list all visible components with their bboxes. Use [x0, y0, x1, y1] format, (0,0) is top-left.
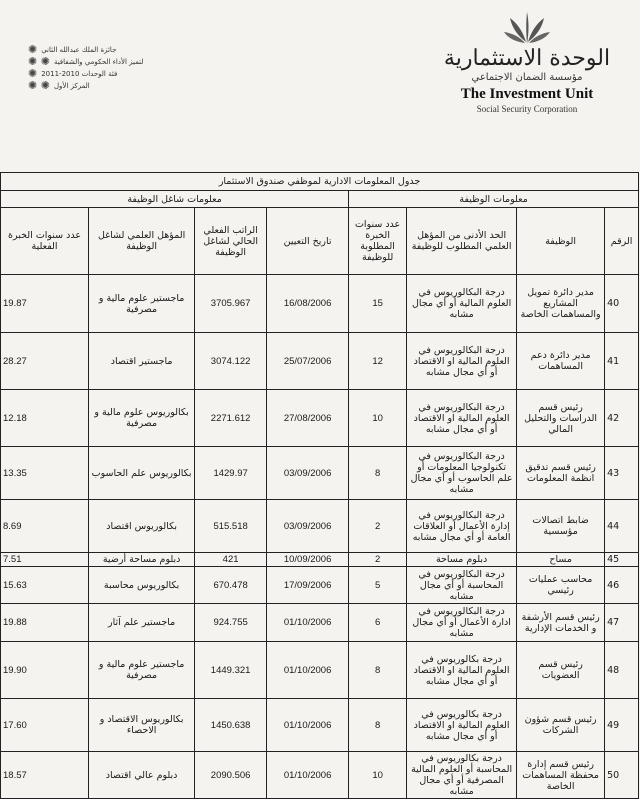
header-job: الوظيفة: [517, 208, 605, 275]
row-holder-qual: بكالوريوس علم الحاسوب: [89, 447, 195, 500]
row-hire-date: 01/10/2006: [267, 604, 349, 642]
row-num: 42: [605, 390, 639, 447]
seal-icon: ✺: [28, 43, 38, 56]
row-salary: 515.518: [195, 500, 267, 553]
row-hire-date: 10/09/2006: [267, 553, 349, 567]
row-holder-qual: بكالوريوس اقتصاد: [89, 500, 195, 553]
row-actual-exp: 28.27: [1, 333, 89, 390]
row-hire-date: 25/07/2006: [267, 333, 349, 390]
row-job: رئيس قسم الأرشفة و الخدمات الإدارية: [517, 604, 605, 642]
row-num: 49: [605, 699, 639, 752]
table-row: [1, 699, 639, 752]
row-job: رئيس قسم الدراسات والتحليل المالي: [517, 390, 605, 447]
row-holder-qual: دبلوم عالي اقتصاد: [89, 752, 195, 799]
row-min-qual: درجة البكالوريوس في العلوم المالية أو أي مجال مشابه: [407, 275, 517, 333]
header-salary: الراتب الفعلي الحالي لشاغل الوظيفة: [195, 208, 267, 275]
row-num: 47: [605, 604, 639, 642]
row-hire-date: 17/09/2006: [267, 567, 349, 604]
row-holder-qual: ماجستير علوم مالية و مصرفية: [89, 275, 195, 333]
row-req-exp: 10: [349, 390, 407, 447]
award-seals: [28, 44, 178, 92]
row-holder-qual: بكالوريوس محاسبة: [89, 567, 195, 604]
award-text-1: جائزة الملك عبدالله الثاني: [41, 46, 117, 54]
row-req-exp: 10: [349, 752, 407, 799]
row-num: 46: [605, 567, 639, 604]
row-salary: 670.478: [195, 567, 267, 604]
row-min-qual: درجة البكالوريوس في ادارة الأعمال أو أي مجال مشابه: [407, 604, 517, 642]
row-hire-date: 27/08/2006: [267, 390, 349, 447]
row-job: رئيس قسم شؤون الشركات: [517, 699, 605, 752]
row-req-exp: 8: [349, 642, 407, 699]
award-text-3: فئة الوحدات 2010-2011: [41, 70, 118, 78]
row-req-exp: 2: [349, 500, 407, 553]
row-num: 50: [605, 752, 639, 799]
row-min-qual: درجة البكالوريوس في المحاسبة أو أي مجال مشابه: [407, 567, 517, 604]
row-salary: 1449.321: [195, 642, 267, 699]
row-num: 48: [605, 642, 639, 699]
logo-english-name: The Investment Unit: [460, 86, 594, 102]
row-actual-exp: 19.87: [1, 275, 89, 333]
row-hire-date: 01/10/2006: [267, 752, 349, 799]
row-holder-qual: ماجستير علوم مالية و مصرفية: [89, 642, 195, 699]
row-num: 43: [605, 447, 639, 500]
row-req-exp: 12: [349, 333, 407, 390]
row-job: ضابط اتصالات مؤسسية: [517, 500, 605, 553]
seal-icon: ✺ ✺: [28, 79, 50, 92]
table-row: [1, 567, 639, 604]
row-min-qual: درجة بكالوريوس في العلوم المالية او الاقتصاد أو أي مجال مشابه: [407, 642, 517, 699]
header-actual-exp: عدد سنوات الخبرة الفعلية: [1, 208, 89, 275]
letterhead: [0, 0, 640, 172]
row-min-qual: درجة البكالوريوس في العلوم المالية او الاقتصاد أو أي مجال مشابه: [407, 333, 517, 390]
row-req-exp: 6: [349, 604, 407, 642]
row-actual-exp: 13.35: [1, 447, 89, 500]
row-min-qual: درجة بكالوريوس في العلوم المالية او الاقتصاد أو أي مجال مشابه: [407, 699, 517, 752]
row-req-exp: 15: [349, 275, 407, 333]
table-title: جدول المعلومات الادارية لموظفي صندوق الاستثمار: [1, 173, 639, 191]
header-req-exp: عدد سنوات الخبرة المطلوبة للوظيفة: [349, 208, 407, 275]
row-actual-exp: 12.18: [1, 390, 89, 447]
table-row: [1, 604, 639, 642]
row-job: مساح: [517, 553, 605, 567]
row-actual-exp: 8.69: [1, 500, 89, 553]
row-job: مدير دائرة تمويل المشاريع والمساهمات الخاصة: [517, 275, 605, 333]
row-min-qual: درجة البكالوريوس في تكنولوجيا المعلومات أو علم الحاسوب أو أي مجال مشابه: [407, 447, 517, 500]
row-num: 41: [605, 333, 639, 390]
table-row: [1, 553, 639, 567]
row-hire-date: 01/10/2006: [267, 642, 349, 699]
staff-table: [0, 172, 639, 799]
logo-arabic-subtitle: مؤسسة الضمان الاجتماعي: [471, 72, 583, 83]
row-holder-qual: ماجستير علم آثار: [89, 604, 195, 642]
row-job: مدير دائرة دعم المساهمات: [517, 333, 605, 390]
row-hire-date: 03/09/2006: [267, 447, 349, 500]
group-holder-info: معلومات شاغل الوظيفة: [1, 191, 349, 208]
row-holder-qual: ماجستير اقتصاد: [89, 333, 195, 390]
row-job: رئيس قسم العضويات: [517, 642, 605, 699]
row-holder-qual: بكالوريوس علوم مالية و مصرفية: [89, 390, 195, 447]
row-hire-date: 16/08/2006: [267, 275, 349, 333]
row-job: محاسب عمليات رئيسي: [517, 567, 605, 604]
row-salary: 421: [195, 553, 267, 567]
header-hire-date: تاريخ التعيين: [267, 208, 349, 275]
row-salary: 1429.97: [195, 447, 267, 500]
seal-icon: ✺ ✺: [28, 55, 50, 68]
row-actual-exp: 17.60: [1, 699, 89, 752]
table-row: [1, 275, 639, 333]
row-salary: 2090.506: [195, 752, 267, 799]
row-hire-date: 03/09/2006: [267, 500, 349, 553]
table-row: [1, 447, 639, 500]
row-actual-exp: 7.51: [1, 553, 89, 567]
row-min-qual: درجة بكالوريوس في المحاسبة أو العلوم المالية المصرفية أو أي مجال مشابه: [407, 752, 517, 799]
row-salary: 3705.967: [195, 275, 267, 333]
row-req-exp: 8: [349, 447, 407, 500]
row-hire-date: 01/10/2006: [267, 699, 349, 752]
seal-icon: ✺: [28, 67, 38, 80]
row-salary: 924.755: [195, 604, 267, 642]
group-job-info: معلومات الوظيفة: [349, 191, 639, 208]
row-actual-exp: 19.90: [1, 642, 89, 699]
logo-english-subtitle: Social Security Corporation: [476, 104, 578, 114]
header-holder-qual: المؤهل العلمي لشاغل الوظيفة: [89, 208, 195, 275]
row-num: 45: [605, 553, 639, 567]
row-min-qual: دبلوم مساحة: [407, 553, 517, 567]
award-text-4: المركز الأول: [53, 82, 90, 90]
logo-arabic-name: الوحدة الاستثمارية: [443, 46, 611, 71]
header-min-qual: الحد الأدنى من المؤهل العلمي المطلوب للوظيفة: [407, 208, 517, 275]
row-salary: 2271.612: [195, 390, 267, 447]
table-row: [1, 390, 639, 447]
row-actual-exp: 15.63: [1, 567, 89, 604]
row-actual-exp: 19.88: [1, 604, 89, 642]
row-min-qual: درجة البكالوريوس في العلوم المالية او الاقتصاد أو أي مجال مشابه: [407, 390, 517, 447]
row-actual-exp: 18.57: [1, 752, 89, 799]
row-min-qual: درجة البكالوريوس في إدارة الأعمال أو العلاقات العامة أو أي مجال مشابه: [407, 500, 517, 553]
row-req-exp: 5: [349, 567, 407, 604]
award-text-2: لتميز الأداء الحكومي والشفافية: [53, 58, 144, 66]
row-job: رئيس قسم إدارة محفظة المساهمات الخاصة: [517, 752, 605, 799]
logo-block: [432, 8, 622, 114]
row-holder-qual: بكالوريوس الاقتصاد و الاحصاء: [89, 699, 195, 752]
row-req-exp: 8: [349, 699, 407, 752]
row-req-exp: 2: [349, 553, 407, 567]
leaf-logo-icon: [504, 8, 550, 46]
row-holder-qual: دبلوم مساحة أرضية: [89, 553, 195, 567]
row-salary: 3074.122: [195, 333, 267, 390]
table-row: [1, 500, 639, 553]
row-num: 44: [605, 500, 639, 553]
table-row: [1, 752, 639, 799]
row-salary: 1450.638: [195, 699, 267, 752]
row-job: رئيس قسم تدقيق انظمة المعلومات: [517, 447, 605, 500]
table-row: [1, 642, 639, 699]
row-num: 40: [605, 275, 639, 333]
table-row: [1, 333, 639, 390]
header-num: الرقم: [605, 208, 639, 275]
